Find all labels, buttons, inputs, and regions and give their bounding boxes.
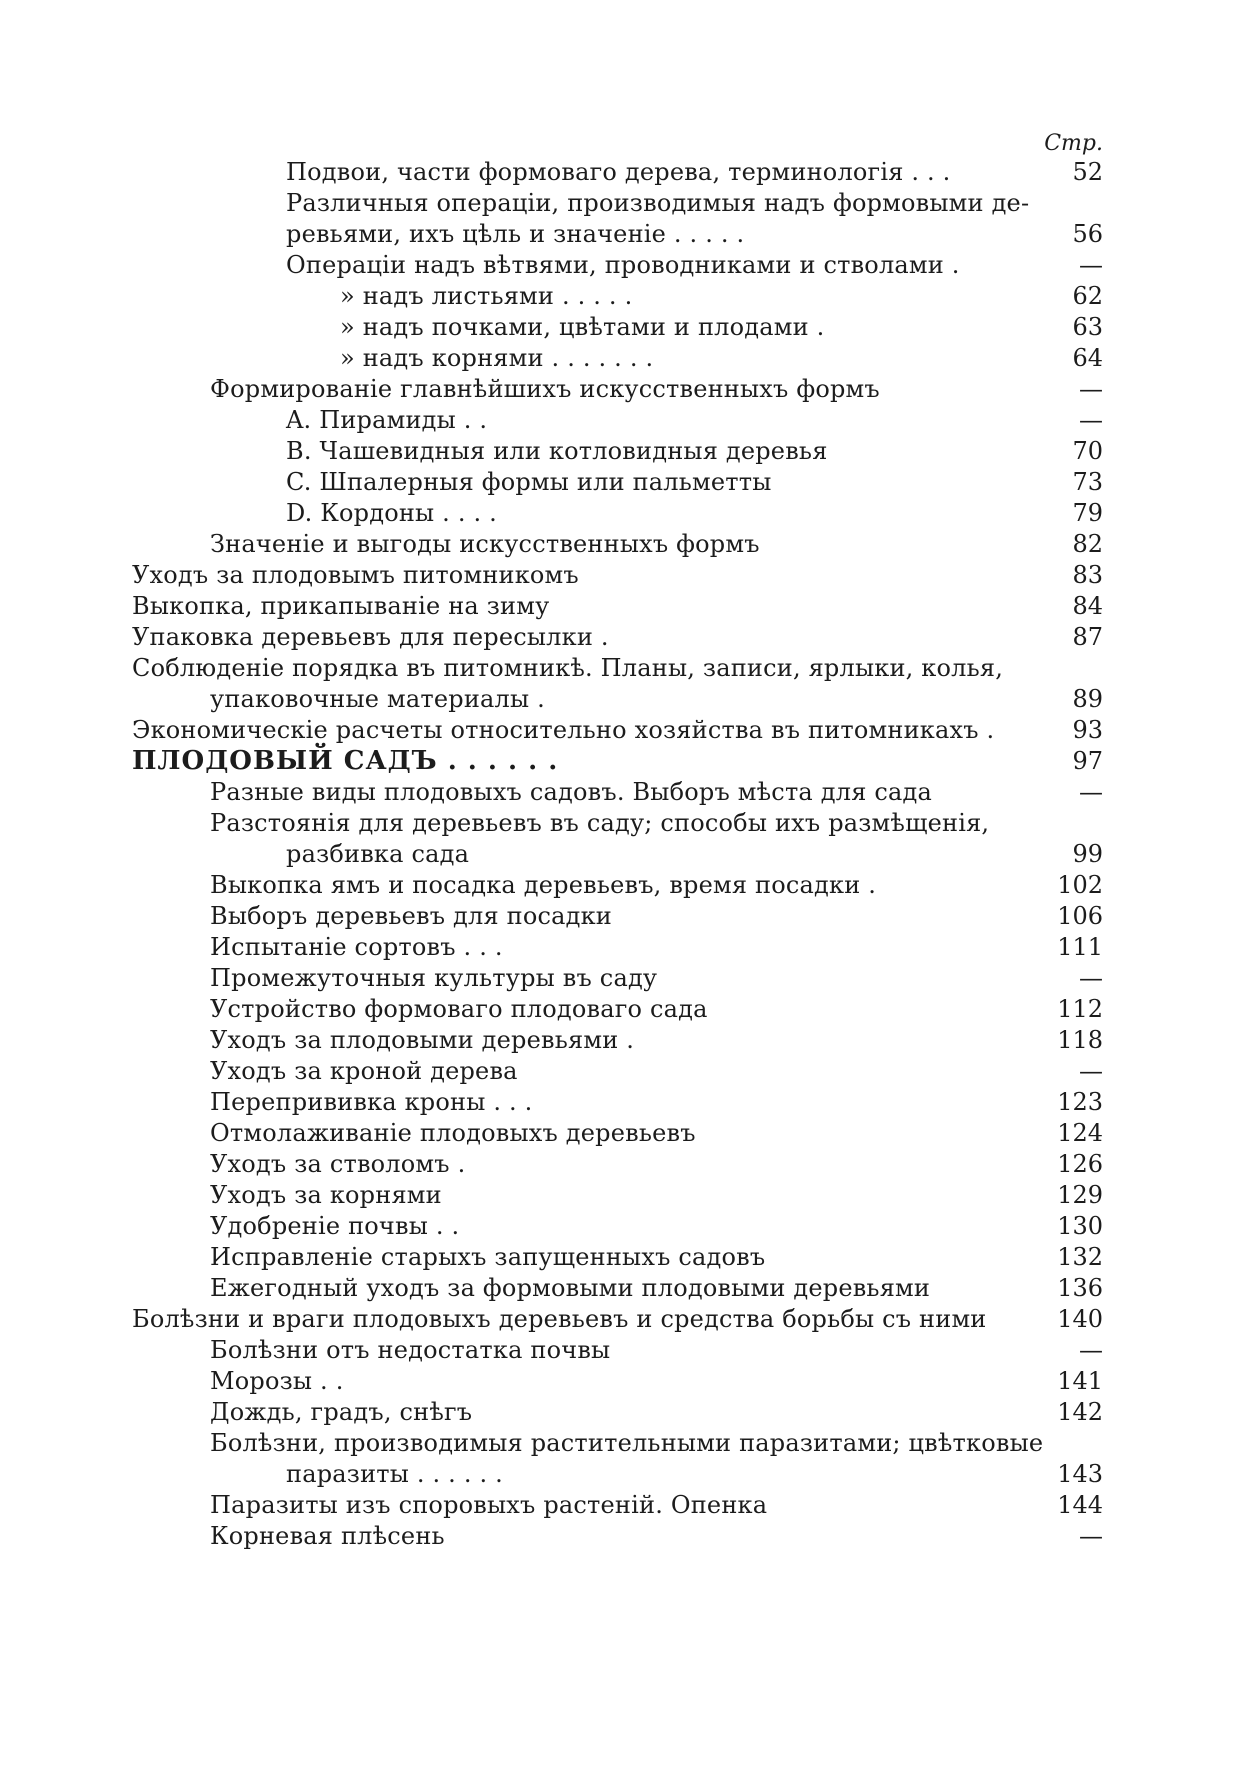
toc-entry-page: — bbox=[1079, 375, 1103, 403]
toc-entry-page: — bbox=[1079, 778, 1103, 806]
toc-entry-text: Болѣзни и враги плодовыхъ деревьевъ и средства борьбы съ ними bbox=[132, 1305, 987, 1333]
toc-entry-page: 83 bbox=[1072, 561, 1103, 589]
toc-entry-text: Болѣзни, производимыя растительными паразитами; цвѣтковые bbox=[210, 1429, 1044, 1457]
toc-entry-text: Упаковка деревьевъ для пересылки . bbox=[132, 623, 609, 651]
toc-entry-page: 63 bbox=[1072, 313, 1103, 341]
toc-entry-text: Разстоянія для деревьевъ въ саду; способы ихъ размѣщенія, bbox=[210, 809, 990, 837]
toc-entry-page: 123 bbox=[1057, 1088, 1103, 1116]
toc-entry-text: Болѣзни отъ недостатка почвы bbox=[210, 1336, 611, 1364]
toc-entry-text: Значеніе и выгоды искусственныхъ формъ bbox=[210, 530, 760, 558]
toc-entry-page: 143 bbox=[1057, 1460, 1103, 1488]
toc-entry-page: 144 bbox=[1057, 1491, 1103, 1519]
toc-entry-text: Уходъ за плодовымъ питомникомъ bbox=[132, 561, 579, 589]
toc-entry-text: упаковочные материалы . bbox=[210, 685, 545, 713]
toc-entry-page: 79 bbox=[1072, 499, 1103, 527]
toc-entry-text: разбивка сада bbox=[286, 840, 470, 868]
page-column-header: Стр. bbox=[1044, 131, 1103, 156]
toc-entry-page: 118 bbox=[1057, 1026, 1103, 1054]
toc-entry-page: 126 bbox=[1057, 1150, 1103, 1178]
toc-entry-page: 142 bbox=[1057, 1398, 1103, 1426]
toc-entry-text: » надъ почками, цвѣтами и плодами . bbox=[340, 313, 825, 341]
toc-entry-page: 141 bbox=[1057, 1367, 1103, 1395]
toc-entry-page: — bbox=[1079, 964, 1103, 992]
toc-entry-text: B. Чашевидныя или котловидныя деревья bbox=[286, 437, 828, 465]
toc-entry-text: Промежуточныя культуры въ саду bbox=[210, 964, 658, 992]
toc-entry-text: Выкопка, прикапываніе на зиму bbox=[132, 592, 550, 620]
toc-entry-text: Отмолаживаніе плодовыхъ деревьевъ bbox=[210, 1119, 696, 1147]
section-heading: ПЛОДОВЫЙ САДЪ . . . . . . bbox=[132, 746, 559, 776]
toc-entry-text: » надъ корнями . . . . . . . bbox=[340, 344, 654, 372]
toc-entry-page: 111 bbox=[1057, 933, 1103, 961]
toc-entry-text: C. Шпалерныя формы или пальметты bbox=[286, 468, 772, 496]
toc-entry-page: 124 bbox=[1057, 1119, 1103, 1147]
toc-entry-page: 89 bbox=[1072, 685, 1103, 713]
toc-entry-text: Уходъ за плодовыми деревьями . bbox=[210, 1026, 635, 1054]
toc-entry-page: 73 bbox=[1072, 468, 1103, 496]
toc-entry-page: — bbox=[1079, 1336, 1103, 1364]
toc-entry-text: Выборъ деревьевъ для посадки bbox=[210, 902, 612, 930]
toc-entry-text: Исправленіе старыхъ запущенныхъ садовъ bbox=[210, 1243, 766, 1271]
toc-entry-page: — bbox=[1079, 406, 1103, 434]
toc-entry-text: Ежегодный уходъ за формовыми плодовыми деревьями bbox=[210, 1274, 931, 1302]
toc-entry-text: » надъ листьями . . . . . bbox=[340, 282, 633, 310]
toc-entry-text: Испытаніе сортовъ . . . bbox=[210, 933, 503, 961]
toc-entry-text: Разные виды плодовыхъ садовъ. Выборъ мѣста для сада bbox=[210, 778, 932, 806]
toc-entry-text: Дождь, градъ, снѣгъ bbox=[210, 1398, 473, 1426]
toc-entry-text: Уходъ за стволомъ . bbox=[210, 1150, 466, 1178]
toc-entry-page: 84 bbox=[1072, 592, 1103, 620]
toc-entry-page: 64 bbox=[1072, 344, 1103, 372]
toc-entry-page: 102 bbox=[1057, 871, 1103, 899]
toc-entry-page: 140 bbox=[1057, 1305, 1103, 1333]
toc-entry-page: — bbox=[1079, 1522, 1103, 1550]
toc-entry-page: 56 bbox=[1072, 220, 1103, 248]
toc-entry-page: 132 bbox=[1057, 1243, 1103, 1271]
toc-entry-page: 106 bbox=[1057, 902, 1103, 930]
toc-entry-page: 136 bbox=[1057, 1274, 1103, 1302]
toc-entry-page: 97 bbox=[1072, 747, 1103, 775]
toc-entry-text: Уходъ за кроной дерева bbox=[210, 1057, 518, 1085]
toc-entry-page: 82 bbox=[1072, 530, 1103, 558]
toc-entry-text: Удобреніе почвы . . bbox=[210, 1212, 460, 1240]
toc-entry-text: паразиты . . . . . . bbox=[286, 1460, 503, 1488]
toc-entry-text: Выкопка ямъ и посадка деревьевъ, время посадки . bbox=[210, 871, 877, 899]
toc-entry-page: 130 bbox=[1057, 1212, 1103, 1240]
toc-entry-page: 129 bbox=[1057, 1181, 1103, 1209]
toc-entry-page: 112 bbox=[1057, 995, 1103, 1023]
toc-entry-page: 70 bbox=[1072, 437, 1103, 465]
toc-entry-text: Корневая плѣсень bbox=[210, 1522, 445, 1550]
toc-entry-text: Экономическіе расчеты относительно хозяйства въ питомникахъ . bbox=[132, 716, 995, 744]
toc-entry-text: A. Пирамиды . . bbox=[286, 406, 488, 434]
toc-entry-page: 62 bbox=[1072, 282, 1103, 310]
toc-entry-text: Перепрививка кроны . . . bbox=[210, 1088, 533, 1116]
toc-entry-text: D. Кордоны . . . . bbox=[286, 499, 497, 527]
toc-entry-text: Устройство формоваго плодоваго сада bbox=[210, 995, 708, 1023]
toc-entry-text: Морозы . . bbox=[210, 1367, 344, 1395]
toc-entry-page: 93 bbox=[1072, 716, 1103, 744]
toc-entry-page: 52 bbox=[1072, 158, 1103, 186]
toc-entry-text: Соблюденіе порядка въ питомникѣ. Планы, записи, ярлыки, колья, bbox=[132, 654, 1004, 682]
toc-entry-text: Паразиты изъ споровыхъ растеній. Опенка bbox=[210, 1491, 768, 1519]
toc-entry-text: Различныя операціи, производимыя надъ формовыми де- bbox=[286, 189, 1030, 217]
toc-entry-text: Уходъ за корнями bbox=[210, 1181, 442, 1209]
toc-entry-page: 99 bbox=[1072, 840, 1103, 868]
toc-entry-page: 87 bbox=[1072, 623, 1103, 651]
toc-entry-page: — bbox=[1079, 251, 1103, 279]
toc-entry-text: ревьями, ихъ цѣль и значеніе . . . . . bbox=[286, 220, 745, 248]
toc-entry-text: Формированіе главнѣйшихъ искусственныхъ формъ bbox=[210, 375, 880, 403]
toc-entry-text: Подвои, части формоваго дерева, терминологія . . . bbox=[286, 158, 951, 186]
toc-entry-text: Операціи надъ вѣтвями, проводниками и стволами . bbox=[286, 251, 960, 279]
toc-entry-page: — bbox=[1079, 1057, 1103, 1085]
